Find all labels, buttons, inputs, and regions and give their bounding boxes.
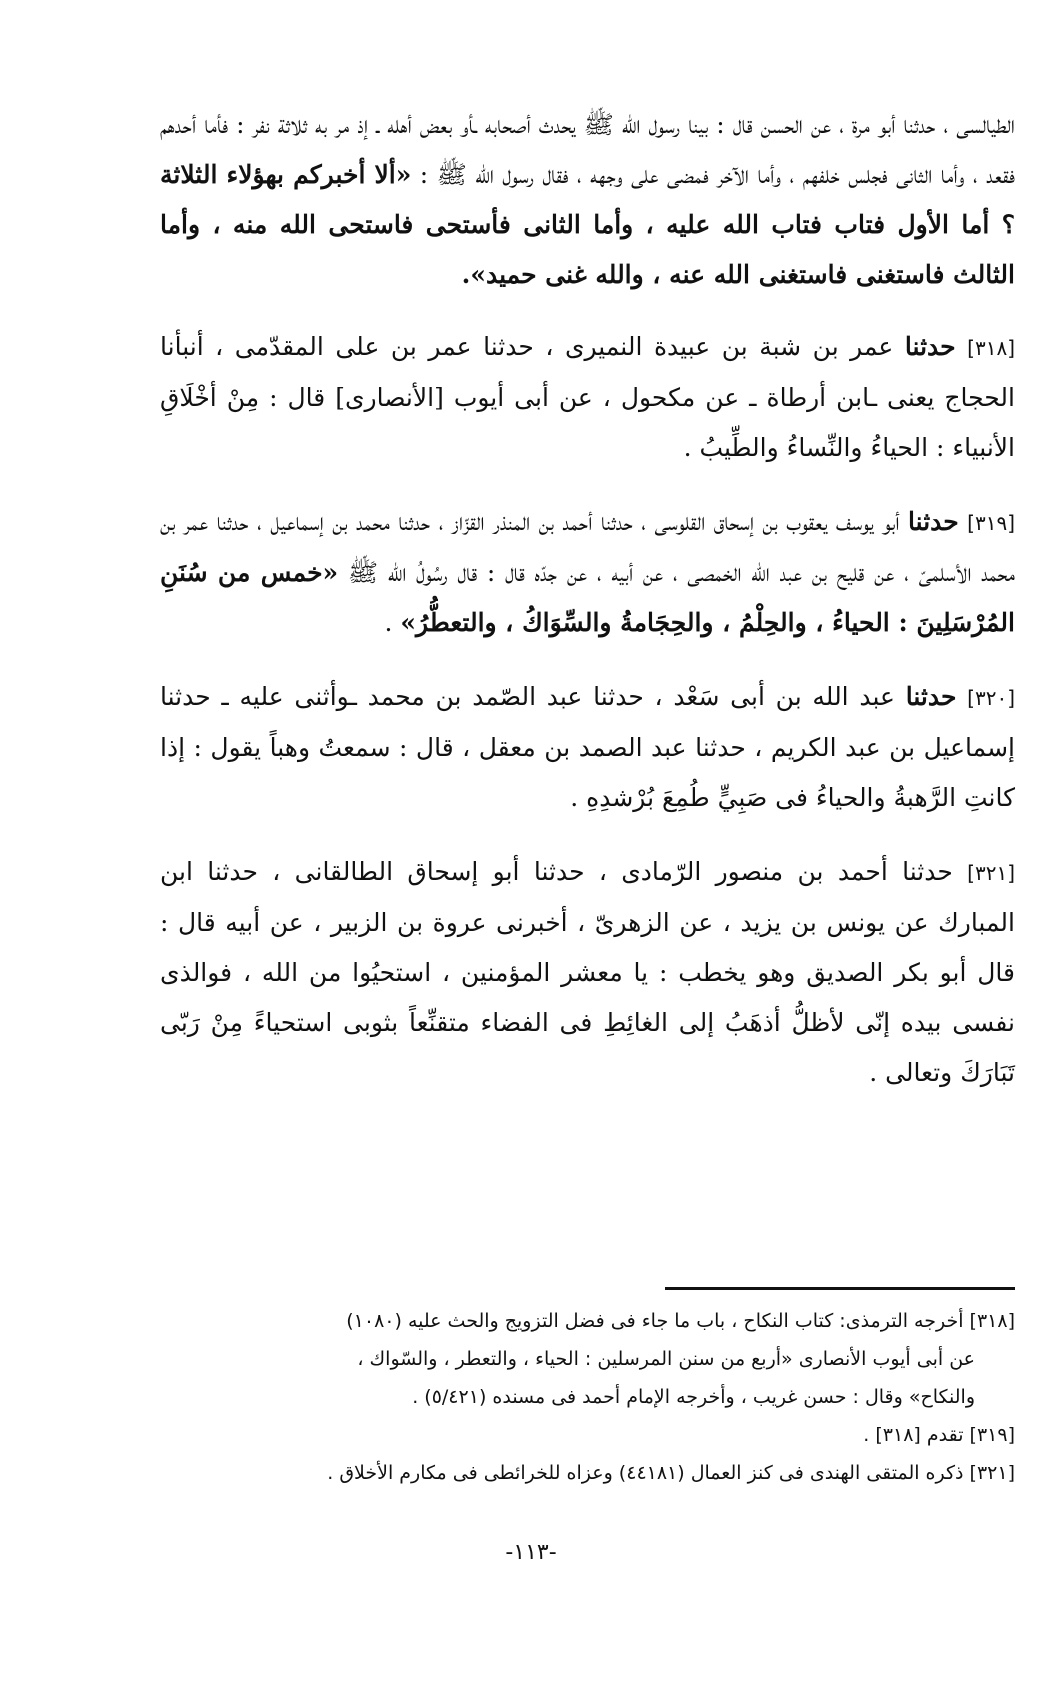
footnote-318-line-3: والنكاح» وقال : حسن غريب ، وأخرجه الإمام أحمد فى مسنده (٥/٤٢١) .: [412, 1386, 975, 1408]
main-text: [160, 100, 1015, 1122]
paragraph-end: .: [384, 608, 393, 637]
paragraph-lead: حدثنا: [905, 682, 957, 711]
footnotes: [160, 1302, 1015, 1492]
paragraph-319: [160, 497, 1015, 648]
paragraph-text: عمر بن شبة بن عبيدة النميرى ، حدثنا عمر بن على المقدّمى ، أنبأنا الحجاج يعنى ـابن أرطاة ـ عن مكحول ، عن أبى أيوب [الأنصارى] قال : مِنْ أخْلَاقِ الأنبياء : الحياءُ والنِّساءُ والطِّيبُ .: [160, 332, 1015, 462]
footnote-318-line-1: [٣١٨] أخرجه الترمذى: كتاب النكاح ، باب ما جاء فى فضل التزويج والحث عليه (١٠٨٠): [346, 1310, 1015, 1332]
paragraph-321: [160, 847, 1015, 1098]
page-number: -١١٣-: [505, 1540, 557, 1565]
paragraph-number: [٣١٨]: [967, 336, 1016, 360]
footnote-318-line-2: عن أبى أيوب الأنصارى «أربع من سنن المرسلين : الحياء ، والتعطر ، والسّواك ،: [357, 1348, 975, 1370]
paragraph-lead: حدثنا: [908, 507, 959, 536]
hadith-quote: «خمس من سُنَنِ المُرْسَلِينَ : الحياءُ ، والحِلْمُ ، والحِجَامةُ والسِّوَاكُ ، والتعطُّرُ»: [160, 558, 1015, 637]
paragraph-320: [160, 672, 1015, 823]
paragraph-text: عبد الله بن أبى سَعْد ، حدثنا عبد الصّمد بن محمد ـوأثنى عليه ـ حدثنا إسماعيل بن عبد الكريم ، حدثنا عبد الصمد بن معقل ، قال : سمعتُ وهباً يقول : إذا كانتِ الرَّهبةُ والحياءُ فى صَبِيٍّ طُمِعَ بُرْشدِهِ .: [160, 682, 1015, 812]
paragraph-text: حدثنا أحمد بن منصور الرّمادى ، حدثنا أبو إسحاق الطالقانى ، حدثنا ابن المبارك عن يونس بن يزيد ، عن الزهرىّ ، أخبرنى عروة بن الزبير ، عن أبيه قال : قال أبو بكر الصديق وهو يخطب : يا معشر المؤمنين ، استحيُوا من الله ، فوالذى نفسى بيده إنّى لأظلُّ أذهَبُ إلى الغائِطِ فى الفضاء متقنِّعاً بثوبى استحياءً مِنْ رَبّى تَبَارَكَ وتعالى .: [160, 857, 1015, 1087]
paragraph-318: [160, 322, 1015, 473]
paragraph-number: [٣٢١]: [967, 861, 1015, 885]
footnote-319: [٣١٩] تقدم [٣١٨] .: [863, 1424, 1015, 1446]
hadith-quote: «ألا أخبركم بهؤلاء الثلاثة ؟ أما الأول فتاب فتاب الله عليه ، وأما الثانى فأستحى فاستحى الله منه ، وأما الثالث فاستغنى فاستغنى الله عنه ، والله غنى حميد».: [160, 160, 1015, 289]
footnote-321: [٣٢١] ذكره المتقى الهندى فى كنز العمال (٤٤١٨١) وعزاه للخرائطى فى مكارم الأخلاق .: [327, 1462, 1015, 1484]
footnote-divider: [665, 1287, 1015, 1290]
paragraph-text: الطيالسى ، حدثنا أبو مرة ، عن الحسن قال : بينا رسول الله ﷺ يحدث أصحابه ـأو بعض أهله ـ إذ مر به ثلاثة نفر : فأما أحدهم فقعد ، وأما الثانى فجلس خلفهم ، وأما الآخر فمضى على وجهه ، فقال رسول الله ﷺ :: [160, 110, 1016, 189]
paragraph-text: أبو يوسف يعقوب بن إسحاق القلوسى ، حدثنا أحمد بن المنذر القزّاز ، حدثنا محمد بن إسماعيل ، حدثنا عمر بن محمد الأسلمىّ ، عن قليح بن عبد الله الخمصى ، عن أبيه ، عن جدّه قال : قال رسُولُ الله ﷺ: [160, 507, 1015, 587]
paragraph-317-continuation: [160, 100, 1015, 300]
paragraph-number: [٣٢٠]: [967, 686, 1016, 710]
paragraph-number: [٣١٩]: [967, 511, 1016, 535]
paragraph-lead: حدثنا: [904, 332, 956, 361]
